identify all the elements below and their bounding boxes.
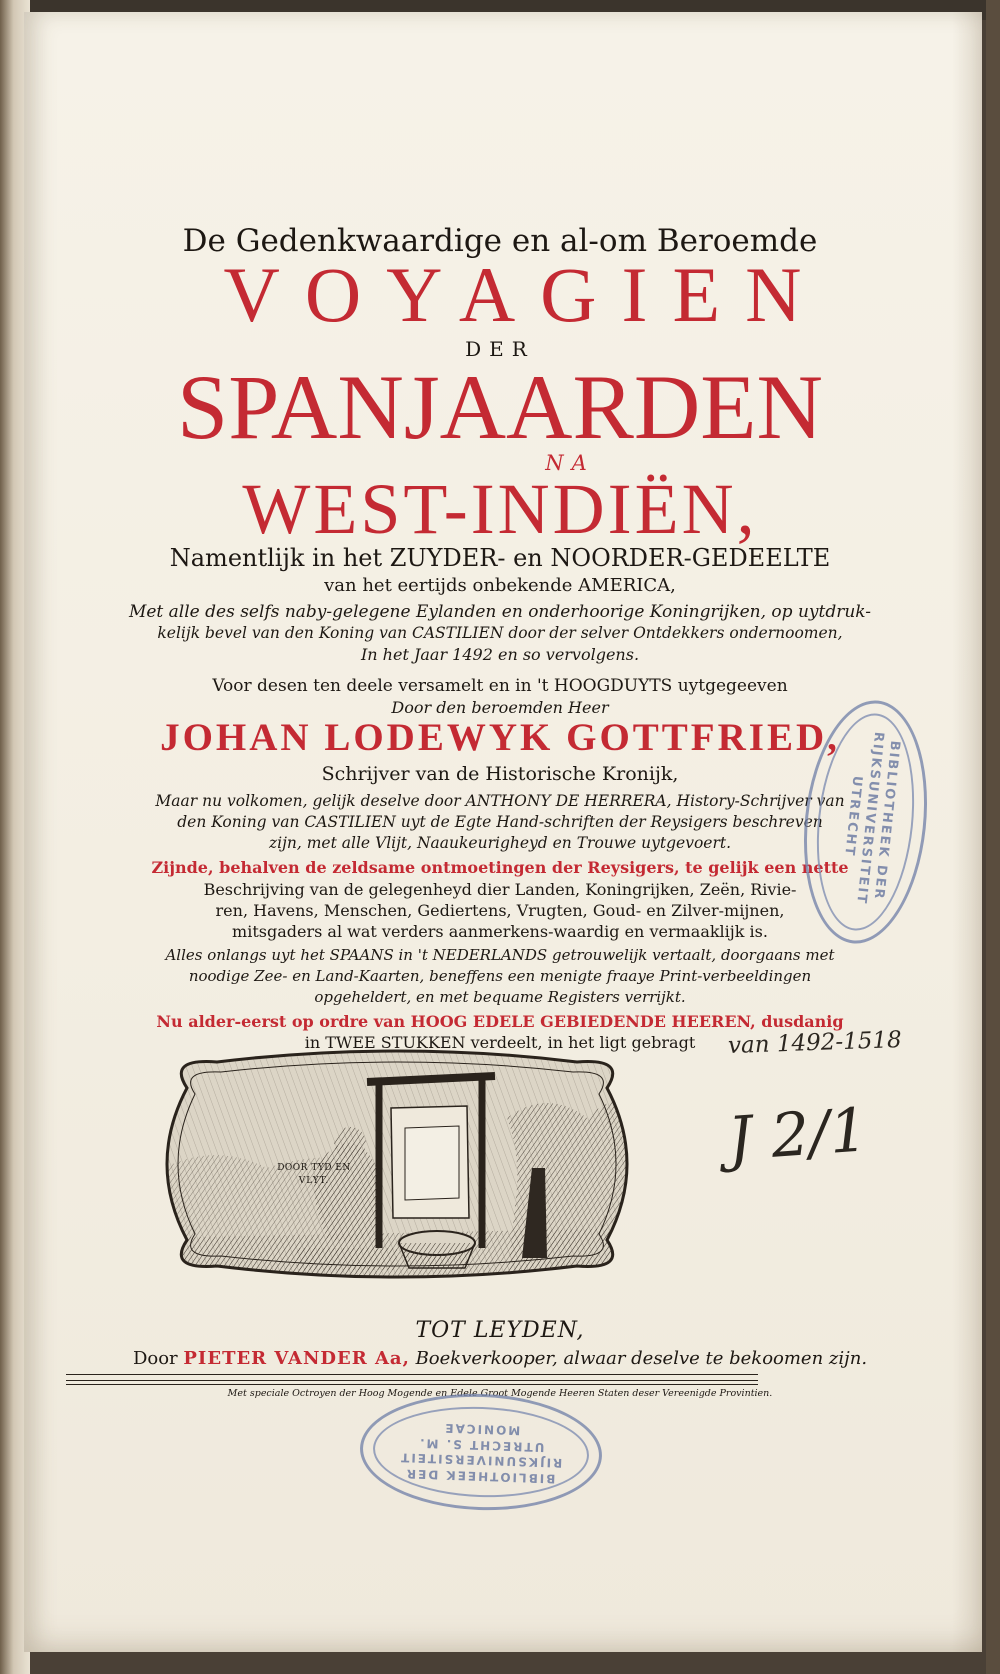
engraved-vignette [147, 1048, 647, 1280]
title-na: NA [545, 451, 595, 475]
body-line-11: zijn, met alle Vlijt, Naaukeurigheyd en Trouwe uytgevoert. [268, 834, 732, 852]
body-line-14: ren, Havens, Menschen, Gediertens, Vrugten, Goud- en Zilver-mijnen, [215, 901, 785, 920]
body-line-10: den Koning van CASTILIEN uyt de Egte Hand-schriften der Reysigers beschreven [177, 813, 823, 831]
body-line-20: in TWEE STUKKEN verdeelt, in het ligt gebragt [304, 1033, 696, 1052]
imprint-line [0, 1348, 1000, 1370]
imprint-place: TOT LEYDEN, [415, 1318, 585, 1343]
handwritten-shelfmark: J 2/1 [725, 1095, 870, 1175]
subtitle-line-7: Door den beroemden Heer [391, 698, 609, 717]
title-spanjaarden: SPANJAARDEN [177, 356, 823, 458]
title-intro: De Gedenkwaardige en al-om Beroemde [182, 223, 818, 259]
vignette-plaque-line-1: DOOR TYD EN [277, 1163, 351, 1173]
subtitle-line-2: van het eertijds onbekende AMERICA, [324, 575, 676, 596]
author-description: Schrijver van de Historische Kronijk, [321, 763, 679, 785]
subtitle-line-4: kelijk bevel van den Koning van CASTILIEN door der selver Ontdekkers ondernoomen, [157, 624, 843, 642]
subtitle-line-3: Met alle des selfs naby-gelegene Eylanden en onderhoorige Koningrijken, op uytdruk- [128, 602, 872, 622]
subtitle-line-1: Namentlijk in het ZUYDER- en NOORDER-GEDEELTE [169, 544, 831, 572]
handwritten-dates: van 1492-1518 [727, 1026, 903, 1060]
subtitle-line-6: Voor desen ten deele versamelt en in 't HOOGDUYTS uytgegeeven [212, 676, 788, 696]
body-line-12: Zijnde, behalven de zeldsame ontmoetingen der Reysigers, te gelijk een nette [151, 858, 849, 877]
privilege-line: Met speciale Octroyen der Hoog Mogende en Edele Groot Mogende Heeren Staten deser Vereenigde Provintien. [227, 1388, 773, 1399]
title-westindien: WEST-INDIËN, [242, 469, 758, 549]
body-line-17: noodige Zee- en Land-Kaarten, beneffens een menigte fraaye Print-verbeeldingen [188, 967, 812, 985]
body-line-9: Maar nu volkomen, gelijk deselve door ANTHONY DE HERRERA, History-Schrijver van [155, 792, 845, 810]
title-voyagien: VOYAGIEN [223, 251, 827, 338]
title-der: DER [465, 337, 535, 361]
imprint-rest: Boekverkooper, alwaar deselve te bekoomen zijn. [415, 1348, 868, 1369]
stamp-text-right: BIBLIOTHEEK DER RIJKSUNIVERSITEIT UTRECHT [841, 731, 903, 906]
vignette-plaque-line-2: VLYT. [298, 1176, 330, 1186]
imprint-publisher: PIETER VANDER Aa, [183, 1348, 410, 1369]
body-line-18: opgeheldert, en met bequame Registers verrijkt. [314, 988, 686, 1006]
subtitle-line-5: In het Jaar 1492 en so vervolgens. [360, 645, 640, 664]
body-line-16: Alles onlangs uyt het SPAANS in 't NEDERLANDS getrouwelijk vertaalt, doorgaans met [165, 946, 835, 964]
body-line-19: Nu alder-eerst op ordre van HOOG EDELE GEBIEDENDE HEEREN, dusdanig [156, 1012, 844, 1031]
author-name: JOHAN LODEWYK GOTTFRIED, [160, 716, 840, 759]
imprint-door: Door [132, 1348, 178, 1369]
imprint-rule-top [66, 1374, 758, 1375]
imprint-double-rule [66, 1380, 758, 1385]
stamp-text-bottom: BIBLIOTHEEK DER RIJKSUNIVERSITEIT UTRECHT S. M. MONICAE [398, 1421, 563, 1486]
body-line-15: mitsgaders al wat verders aanmerkens-waardig en vermaaklijk is. [232, 922, 768, 941]
body-line-13: Beschrijving van de gelegenheyd dier Landen, Koningrijken, Zeën, Rivie- [203, 880, 797, 899]
